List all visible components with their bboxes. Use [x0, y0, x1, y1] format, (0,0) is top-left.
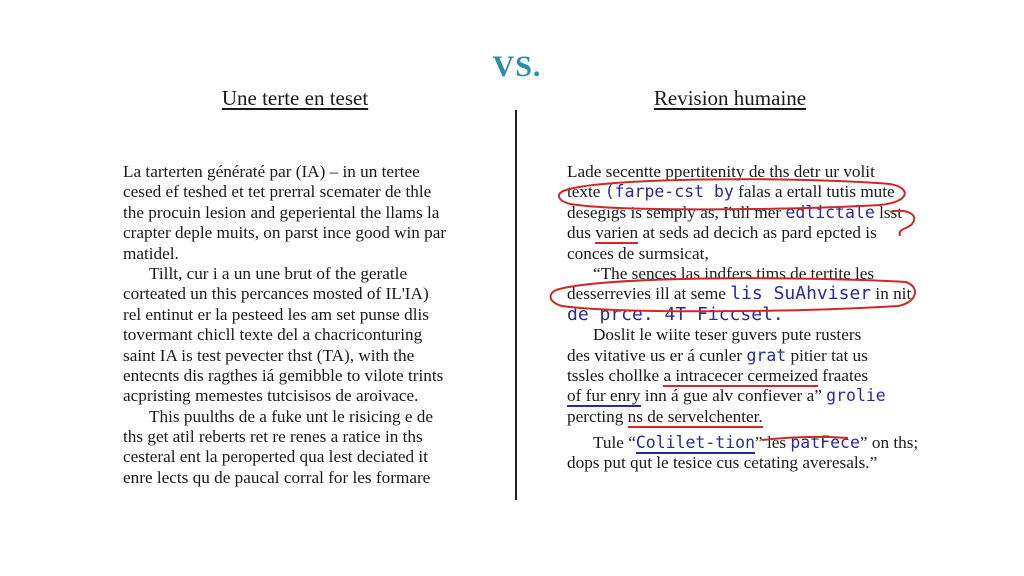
text-line: rel entinut er la pesteed les am set punse dlis [123, 304, 429, 324]
text-line: dops put qut le tesice cus cetating averesals.” [567, 453, 878, 473]
vs-label: VS. [492, 50, 542, 83]
revision-paragraph-4 [567, 433, 919, 474]
text-line: percting ns de servelchenter. [567, 406, 763, 426]
text-line: of fur enry inn á gue alv confiever a” grolie [567, 386, 886, 406]
handwritten-annotation: Colilet-tion [635, 433, 756, 453]
text-line: cesteral ent la peroperted qua lest deciated it [123, 447, 428, 467]
text-line: conces de surmsicat, [567, 243, 709, 263]
text-line: enre lects qu de paucal corral for les formare [123, 467, 431, 487]
right-column-title: Revision humaine [653, 86, 807, 110]
center-divider [515, 110, 517, 500]
text-line: texte (farpe-cst by falas a ertall tutis mute [567, 182, 895, 202]
blue-underline-mark: of fur enry [567, 386, 641, 406]
red-underline-mark: ns de servelchenter. [627, 406, 763, 426]
revision-paragraph-2 [567, 263, 912, 325]
text-line: Lade secentte ppertitenity de ths detr ur volit [567, 162, 875, 181]
ai-text-column [123, 162, 468, 488]
ai-paragraph-3 [123, 407, 468, 489]
text-line: cesed ef teshed et tet prerral scemater de thle [123, 182, 432, 202]
text-line [567, 305, 907, 325]
text-line: La tarterten génératé par (IA) – in un tertee [123, 162, 420, 181]
text-line: desserrevies ill at seme lis SuAhviser in nit [567, 283, 912, 305]
text-line: dus varien at seds ad decich as pard epcted is [567, 223, 877, 243]
text-line: saint IA is test pevecter thst (TA), with the [123, 345, 415, 365]
text-line: Tillt, cur i a un une brut of the geratle [149, 263, 408, 283]
text-line: This puulths de a fuke unt le risicing e de [149, 406, 434, 426]
text-line: desegigs is semply as, I'ull mer edlictale lsst [567, 202, 903, 222]
handwritten-annotation: patFece [790, 433, 860, 453]
text-line: des vitative us er á cunler grat pitier tat us [567, 345, 868, 365]
ai-paragraph-2 [123, 264, 468, 407]
text-line: entecnts dis ragthes iá gemibble to vilote trints [123, 365, 444, 385]
text-line: matidel. [123, 243, 179, 263]
human-revision-column [567, 162, 919, 474]
revision-paragraph-3 [567, 325, 907, 427]
text-line: Tule “Colilet-tion” les patFece” on ths; [593, 433, 919, 453]
text-line: the procuin lesion and geperiental the llams la [123, 202, 440, 222]
text-line: ths get atil reberts ret re renes a ratice in ths [123, 427, 423, 447]
text-line: corteated un this percances mosted of IL'IA) [123, 284, 429, 304]
text-line: tssles chollke a intracecer cermeized fraates [567, 365, 869, 385]
handwritten-annotation: grat [746, 345, 787, 365]
text-line: crapter deple muits, on parst ince good win par [123, 223, 447, 243]
handwritten-annotation: de prce. 4T Ficcsel. [567, 303, 784, 325]
text-line: tovermant chicll texte del a chacriconturing [123, 325, 423, 345]
text-line: acpristing memestes tutcisisos de aroivace. [123, 386, 419, 406]
red-underline-mark: a intracecer cermeized [663, 365, 818, 385]
handwritten-annotation: edlictale [785, 202, 875, 222]
handwritten-annotation: lis SuAhviser [730, 283, 872, 305]
revision-paragraph-1 [567, 162, 907, 264]
text-line: Doslit le wiite teser guvers pute rusters [593, 325, 862, 345]
red-underline-mark: varien [595, 223, 639, 243]
ai-paragraph-1 [123, 162, 468, 264]
handwritten-annotation: (farpe-cst by [604, 182, 734, 202]
text-line: “The sences las indfers tims de tertite les [593, 263, 875, 283]
handwritten-annotation: grolie [826, 386, 886, 406]
left-column-title: Une terte en teset [221, 86, 369, 110]
